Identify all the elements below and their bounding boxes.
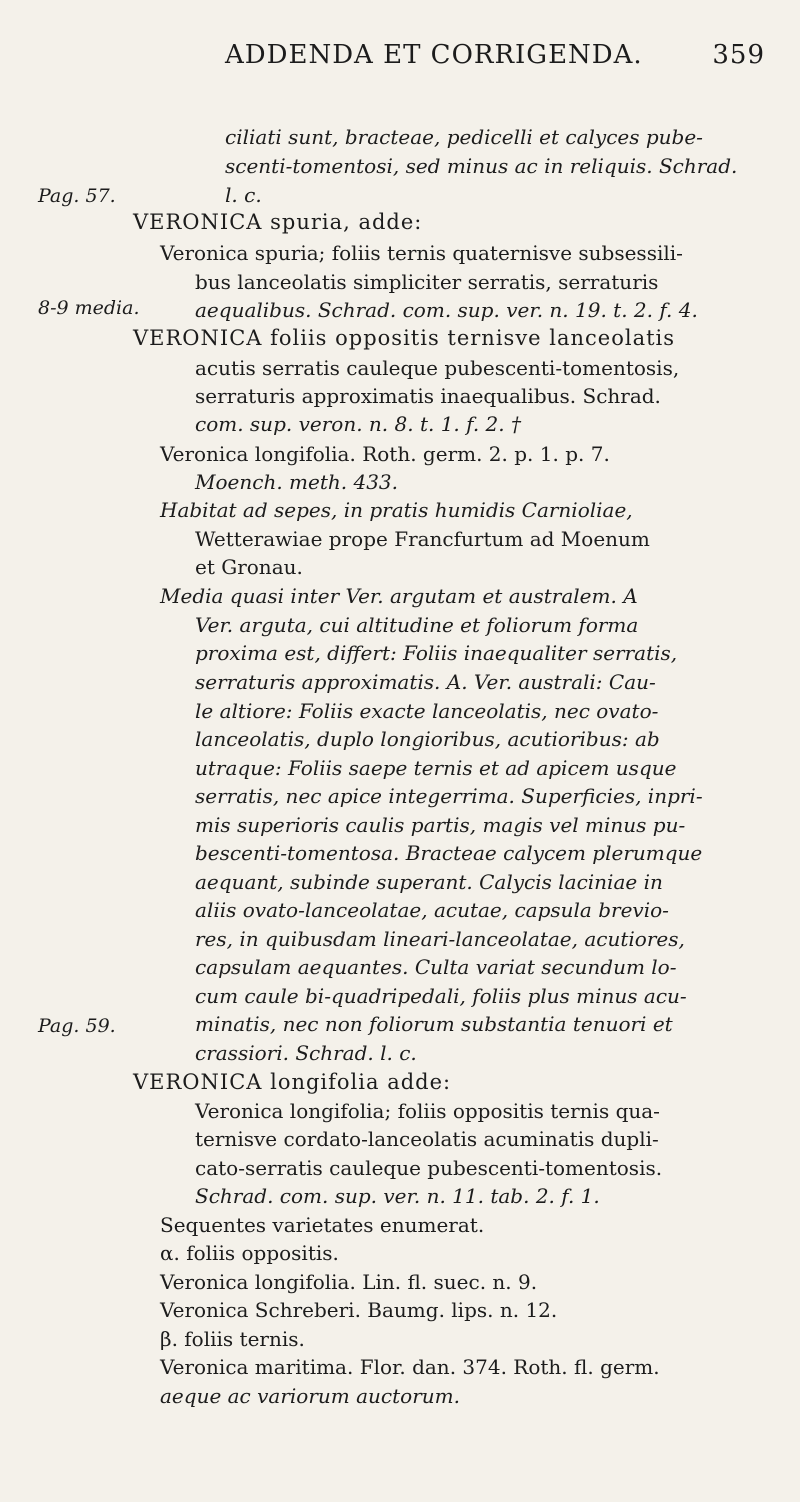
text-line: Sequentes varietates enumerat. — [160, 1213, 485, 1237]
text-line: proxima est, differt: Foliis inaequaliter serratis, — [195, 641, 678, 665]
text-line: serratis, nec apice integerrima. Superficies, inpri- — [195, 784, 703, 808]
text-line: Schrad. com. sup. ver. n. 11. tab. 2. f. 1. — [195, 1184, 600, 1208]
text-line: aeque ac variorum auctorum. — [160, 1384, 460, 1408]
text-line: Habitat ad sepes, in pratis humidis Carnioliae, — [160, 498, 633, 522]
text-line: capsulam aequantes. Culta variat secundum lo- — [195, 955, 677, 979]
entry-heading: VERONICA foliis oppositis ternisve lanceolatis — [133, 326, 676, 350]
text-line: Veronica spuria; foliis ternis quaternisve subsessili- — [160, 241, 683, 265]
text-line: ciliati sunt, bracteae, pedicelli et calyces pube- — [225, 125, 703, 149]
text-line: Veronica Schreberi. Baumg. lips. n. 12. — [160, 1298, 558, 1322]
text-line: bescenti-tomentosa. Bracteae calycem plerumque — [195, 841, 703, 865]
margin-note-pag57: Pag. 57. — [38, 185, 116, 207]
text-line: aequant, subinde superant. Calycis laciniae in — [195, 870, 663, 894]
text-line: Veronica longifolia. Roth. germ. 2. p. 1. p. 7. — [160, 442, 610, 466]
text-line: α. foliis oppositis. — [160, 1241, 339, 1265]
entry-heading: VERONICA spuria, adde: — [133, 210, 423, 234]
text-line: Veronica longifolia. Lin. fl. suec. n. 9. — [160, 1270, 538, 1294]
text-line: acutis serratis cauleque pubescenti-tomentosis, — [195, 356, 680, 380]
text-line: Wetterawiae prope Francfurtum ad Moenum — [195, 527, 650, 551]
text-line: ternisve cordato-lanceolatis acuminatis dupli- — [195, 1127, 659, 1151]
text-line: cum caule bi-quadripedali, foliis plus minus acu- — [195, 984, 687, 1008]
text-line: cato-serratis cauleque pubescenti-tomentosis. — [195, 1156, 663, 1180]
text-line: lanceolatis, duplo longioribus, acutioribus: ab — [195, 727, 660, 751]
text-line: serraturis approximatis inaequalibus. Schrad. — [195, 384, 661, 408]
text-line: Media quasi inter Ver. argutam et australem. A — [160, 584, 638, 608]
text-line: aliis ovato-lanceolatae, acutae, capsula brevio- — [195, 898, 669, 922]
text-line: crassiori. Schrad. l. c. — [195, 1041, 417, 1065]
text-line: Ver. arguta, cui altitudine et foliorum forma — [195, 613, 639, 637]
running-title: ADDENDA ET CORRIGENDA. — [225, 40, 643, 70]
text-line: res, in quibusdam lineari-lanceolatae, acutiores, — [195, 927, 685, 951]
text-line: minatis, nec non foliorum substantia tenuori et — [195, 1012, 673, 1036]
text-line: com. sup. veron. n. 8. t. 1. f. 2. † — [195, 412, 521, 436]
text-line: serraturis approximatis. A. Ver. australi: Cau- — [195, 670, 656, 694]
text-line: mis superioris caulis partis, magis vel minus pu- — [195, 813, 686, 837]
text-line: le altiore: Foliis exacte lanceolatis, nec ovato- — [195, 699, 659, 723]
entry-heading: VERONICA longifolia adde: — [133, 1070, 452, 1094]
text-line: aequalibus. Schrad. com. sup. ver. n. 19. t. 2. f. 4. — [195, 298, 698, 322]
page-number: 359 — [712, 40, 765, 70]
text-line: utraque: Foliis saepe ternis et ad apicem usque — [195, 756, 677, 780]
text-line: Moench. meth. 433. — [195, 470, 398, 494]
text-line: β. foliis ternis. — [160, 1327, 305, 1351]
text-line: scenti-tomentosi, sed minus ac in reliquis. Schrad. — [225, 154, 738, 178]
text-line: bus lanceolatis simpliciter serratis, serraturis — [195, 270, 659, 294]
margin-note-pag59: Pag. 59. — [38, 1015, 116, 1037]
text-line: Veronica maritima. Flor. dan. 374. Roth. fl. germ. — [160, 1355, 660, 1379]
page-header — [225, 40, 765, 70]
text-line: l. c. — [225, 183, 262, 207]
margin-note-8-9-media: 8-9 media. — [38, 297, 140, 319]
text-line: Veronica longifolia; foliis oppositis ternis qua- — [195, 1099, 660, 1123]
text-line: et Gronau. — [195, 555, 303, 579]
